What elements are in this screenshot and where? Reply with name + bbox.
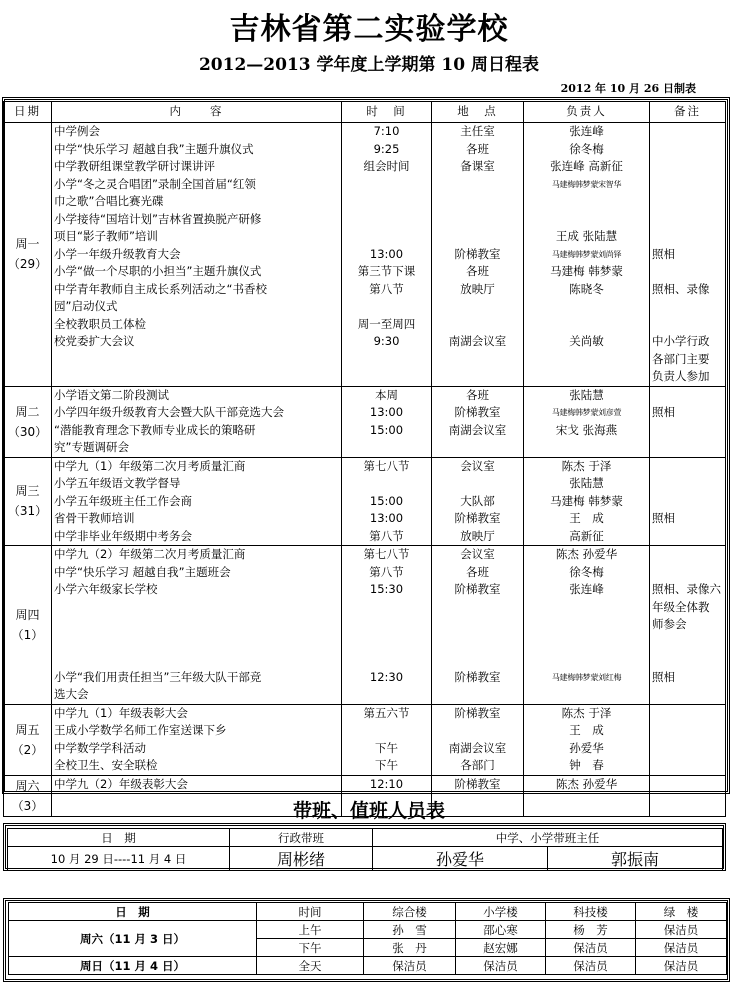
- place-cell: [432, 123, 524, 387]
- person-line: [526, 298, 647, 316]
- page-title: 吉林省第二实验学校: [229, 12, 509, 47]
- day-label: 周六: [15, 778, 40, 793]
- place-line: 阶梯教室: [454, 669, 501, 684]
- time-line: 15:00: [369, 422, 404, 437]
- person-line: 陈杰 于泽: [561, 705, 612, 720]
- content-line: “潜能教育理念下教师专业成长的策略研: [54, 422, 256, 437]
- note-line: [652, 228, 723, 246]
- place-line: [434, 193, 521, 211]
- shift-cell: 保洁员: [636, 921, 727, 939]
- content-line: 究”专题调研会: [54, 440, 129, 454]
- place-cell: [432, 704, 524, 775]
- page-subtitle: 2012—2013 学年度上学期第 10 周日程表: [198, 55, 540, 75]
- content-line: 项目“影子教师”培训: [54, 229, 158, 243]
- content-line: [54, 351, 339, 369]
- place-line: [434, 228, 521, 246]
- time-line: [344, 193, 429, 211]
- shift-header-row: [9, 903, 727, 921]
- day-label: 周五: [15, 722, 40, 737]
- time-line: [344, 616, 429, 634]
- time-line: 下午: [375, 758, 398, 772]
- day-number: （31）: [7, 504, 48, 519]
- person-line: 张连峰 高新征: [550, 159, 623, 173]
- place-line: 备课室: [460, 159, 495, 173]
- day-cell: [4, 386, 52, 457]
- time-cell: [342, 123, 432, 387]
- note-line: 各部门主要: [652, 351, 710, 366]
- shift-row: [9, 957, 727, 975]
- note-line: [652, 776, 723, 794]
- content-line: 小学语文第二阶段测试: [54, 387, 169, 402]
- person-line: 钟 春: [569, 758, 604, 772]
- place-line: 阶梯教室: [454, 776, 501, 791]
- place-line: [434, 599, 521, 617]
- shift-cell: 张 丹: [364, 939, 456, 957]
- time-line: [344, 368, 429, 386]
- note-cell: [650, 457, 726, 546]
- duty-header-admin: 行政带班: [230, 829, 373, 847]
- content-line: 中学九（1）年级第二次月考质量汇商: [54, 458, 246, 473]
- day-number: （30）: [7, 424, 48, 439]
- time-cell: [342, 457, 432, 546]
- shift-cell: 保洁员: [636, 957, 727, 975]
- shift-header-time: 时间: [257, 903, 364, 921]
- place-line: [434, 651, 521, 669]
- content-line: 中学“快乐学习 超越自我”主题班会: [54, 564, 231, 579]
- person-cell: [524, 704, 650, 775]
- time-line: 15:30: [369, 582, 404, 596]
- duty-row: [8, 847, 723, 871]
- note-line: 照相: [652, 669, 675, 684]
- time-line: [344, 228, 429, 246]
- person-line: 张陆慧: [569, 387, 604, 402]
- content-cell: [52, 546, 342, 705]
- day-cell: [4, 704, 52, 775]
- content-cell: [52, 457, 342, 546]
- content-line: 选大会: [54, 687, 89, 701]
- note-line: 照相: [652, 511, 675, 525]
- place-line: [434, 439, 521, 457]
- content-line: 小学一年级升级教育大会: [54, 246, 181, 261]
- person-line: 王成 张陆慧: [555, 229, 618, 243]
- content-line: 全校卫生、安全联检: [54, 758, 158, 772]
- content-line: [54, 599, 339, 617]
- shift-cell: 保洁员: [364, 957, 456, 975]
- note-line: [652, 757, 723, 775]
- time-line: [344, 176, 429, 194]
- person-line: [526, 368, 647, 386]
- content-line: 小学“冬之灵合唱团”录制全国首届“红领: [54, 176, 256, 191]
- day-row: [4, 123, 726, 387]
- person-line: 张陆慧: [569, 476, 604, 490]
- day-row: [4, 457, 726, 546]
- content-line: 校党委扩大会议: [54, 334, 135, 348]
- shift-header-b4: 绿 楼: [636, 903, 727, 921]
- content-line: 巾之歌”合唱比赛光碟: [54, 194, 164, 208]
- note-line: 照相: [652, 405, 675, 419]
- header-time: 时 间: [342, 102, 432, 123]
- person-line: 马建梅 韩梦蒙: [550, 493, 623, 508]
- place-line: [434, 616, 521, 634]
- time-line: 第七八节: [363, 458, 410, 473]
- place-line: 会议室: [460, 458, 495, 473]
- content-line: 中学九（2）年级第二次月考质量汇商: [54, 547, 246, 561]
- day-number: （29）: [7, 257, 48, 272]
- schedule-table: [3, 101, 726, 817]
- person-line: 陈晓冬: [569, 281, 604, 296]
- person-line: 张连峰: [569, 124, 604, 138]
- note-line: [652, 564, 723, 582]
- time-line: 12:10: [369, 776, 404, 791]
- note-line: [652, 634, 723, 652]
- content-cell: [52, 123, 342, 387]
- time-line: [344, 651, 429, 669]
- person-line: [526, 193, 647, 211]
- day-label: 周一: [15, 237, 40, 252]
- time-line: 组会时间: [363, 159, 410, 173]
- content-line: 中学九（1）年级表彰大会: [54, 705, 188, 720]
- person-line: [526, 686, 647, 704]
- shift-header-b2: 小学楼: [456, 903, 546, 921]
- day-row: [4, 386, 726, 457]
- note-line: [652, 316, 723, 334]
- place-line: 主任室: [460, 124, 495, 138]
- person-line: [526, 599, 647, 617]
- note-cell: [650, 546, 726, 705]
- shift-table: [8, 902, 727, 975]
- note-cell: [650, 386, 726, 457]
- person-line: 宋戈 张海燕: [555, 422, 618, 437]
- place-cell: [432, 457, 524, 546]
- time-line: 第五六节: [363, 705, 410, 720]
- place-line: 放映厅: [460, 281, 495, 296]
- place-line: 各部门: [460, 758, 495, 772]
- note-line: 师参会: [652, 617, 687, 631]
- place-line: 阶梯教室: [454, 582, 501, 596]
- content-line: 中学数学学科活动: [54, 740, 146, 755]
- person-line: 陈杰 于泽: [561, 458, 612, 473]
- person-line: 马建梅韩梦蒙宋智华: [551, 179, 622, 189]
- place-line: [434, 686, 521, 704]
- note-line: [652, 651, 723, 669]
- place-line: [434, 316, 521, 334]
- duty-head-2: 郭振南: [548, 847, 723, 871]
- day-cell: [4, 546, 52, 705]
- note-line: [652, 123, 723, 141]
- shift-cell: 赵宏娜: [456, 939, 546, 957]
- place-cell: [432, 386, 524, 457]
- content-line: 小学“我们用责任担当”三年级大队干部竞: [54, 669, 262, 684]
- place-line: [434, 351, 521, 369]
- day-label: 周三: [15, 484, 40, 499]
- content-line: 中学“快乐学习 超越自我”主题升旗仪式: [54, 141, 254, 156]
- person-line: 徐冬梅: [569, 141, 604, 156]
- day-label: 周四: [15, 607, 40, 622]
- day-cell: [4, 457, 52, 546]
- content-line: 小学四年级升级教育大会暨大队干部竞选大会: [54, 405, 284, 419]
- shift-cell: 保洁员: [546, 939, 636, 957]
- made-date: 2012 年 10 月 26 日制表: [560, 82, 696, 95]
- person-line: 王 成: [569, 723, 604, 737]
- time-line: 13:00: [369, 246, 404, 261]
- person-line: 王 成: [569, 511, 604, 525]
- person-line: 高新征: [569, 528, 604, 543]
- time-cell: [342, 704, 432, 775]
- person-line: 马建梅韩梦蒙刘红梅: [551, 672, 622, 682]
- shift-cell: 保洁员: [636, 939, 727, 957]
- place-line: [434, 475, 521, 493]
- time-line: 15:00: [369, 493, 404, 508]
- day-number: （1）: [11, 627, 44, 642]
- day-row: [4, 704, 726, 775]
- time-line: [344, 298, 429, 316]
- time-line: [344, 351, 429, 369]
- shift-row: [9, 921, 727, 939]
- content-line: 小学五年级班主任工作会商: [54, 493, 192, 508]
- time-line: [344, 634, 429, 652]
- duty-header-head: 中学、小学带班主任: [373, 829, 723, 847]
- note-line: [652, 528, 723, 546]
- time-line: [344, 722, 429, 740]
- time-line: 本周: [375, 387, 398, 402]
- note-line: [652, 211, 723, 229]
- content-cell: [52, 704, 342, 775]
- time-line: [344, 439, 429, 457]
- place-line: 阶梯教室: [454, 405, 501, 419]
- time-line: 周一至周四: [357, 316, 416, 331]
- content-line: [54, 651, 339, 669]
- duty-header-date: 日 期: [8, 829, 230, 847]
- time-line: 第三节下课: [357, 264, 416, 278]
- content-line: 中学教研组课堂教学研讨课讲评: [54, 159, 215, 173]
- duty-head-1: 孙爱华: [373, 847, 548, 871]
- person-line: [526, 651, 647, 669]
- place-line: 阶梯教室: [454, 511, 501, 525]
- place-line: 各班: [466, 564, 489, 579]
- note-line: [652, 141, 723, 159]
- person-line: 孙爱华: [569, 740, 604, 755]
- content-line: 小学接待“国培计划”吉林省置换脱产研修: [54, 211, 262, 226]
- person-line: [526, 634, 647, 652]
- note-line: [652, 193, 723, 211]
- duty-table-title: 带班、值班人员表: [292, 800, 445, 822]
- shift-cell: 下午: [257, 939, 364, 957]
- time-line: [344, 211, 429, 229]
- person-line: 陈杰 孙爱华: [555, 547, 618, 561]
- content-line: 小学六年级家长学校: [54, 582, 158, 596]
- content-cell: [52, 386, 342, 457]
- shift-cell: 邵心寒: [456, 921, 546, 939]
- place-line: [434, 298, 521, 316]
- person-line: 张连峰: [569, 582, 604, 596]
- time-line: 9:25: [373, 141, 400, 156]
- note-line: [652, 546, 723, 564]
- place-line: 各班: [466, 387, 489, 402]
- content-line: [54, 634, 339, 652]
- person-cell: [524, 457, 650, 546]
- note-line: 中小学行政: [652, 334, 710, 348]
- shift-cell: 上午: [257, 921, 364, 939]
- person-cell: [524, 546, 650, 705]
- time-line: 下午: [375, 740, 398, 755]
- time-line: 第八节: [369, 528, 404, 543]
- place-line: 南湖会议室: [448, 334, 507, 348]
- place-line: 各班: [466, 141, 489, 156]
- note-line: [652, 263, 723, 281]
- time-line: [344, 475, 429, 493]
- note-line: [652, 387, 723, 405]
- day-number: （2）: [11, 742, 44, 757]
- person-line: [526, 439, 647, 457]
- note-line: 照相: [652, 246, 675, 261]
- note-line: [652, 705, 723, 723]
- duty-date: 10 月 29 日----11 月 4 日: [8, 847, 230, 871]
- time-line: 第七八节: [363, 547, 410, 561]
- time-line: 第八节: [369, 564, 404, 579]
- note-line: [652, 158, 723, 176]
- duty-header-row: [8, 829, 723, 847]
- note-line: [652, 493, 723, 511]
- place-line: [434, 722, 521, 740]
- note-line: [652, 686, 723, 704]
- day-number: （3）: [11, 798, 44, 813]
- time-line: 第八节: [369, 281, 404, 296]
- content-line: 小学“做一个尽职的小担当”主题升旗仪式: [54, 264, 262, 278]
- note-line: [652, 439, 723, 457]
- time-line: 13:00: [369, 405, 404, 419]
- content-line: 王成小学数学名师工作室送课下乡: [54, 723, 227, 737]
- person-line: 马建梅 韩梦蒙: [550, 264, 623, 278]
- person-line: [526, 616, 647, 634]
- note-line: [652, 422, 723, 440]
- place-line: [434, 176, 521, 194]
- note-cell: [650, 704, 726, 775]
- shift-sat-date: 周六（11 月 3 日）: [9, 921, 257, 957]
- note-line: [652, 458, 723, 476]
- note-line: 年级全体教: [652, 599, 710, 614]
- person-line: [526, 211, 647, 229]
- person-line: 马建梅韩梦蒙刘尚铎: [551, 249, 622, 259]
- header-date: 日期: [4, 102, 52, 123]
- content-line: 全校教职员工体检: [54, 316, 146, 331]
- shift-cell: 全天: [257, 957, 364, 975]
- time-cell: [342, 386, 432, 457]
- header-person: 负责人: [524, 102, 650, 123]
- person-line: [526, 351, 647, 369]
- time-line: [344, 686, 429, 704]
- time-line: 13:00: [369, 511, 404, 525]
- note-line: [652, 176, 723, 194]
- day-label: 周二: [15, 404, 40, 419]
- note-line: [652, 475, 723, 493]
- content-line: [54, 616, 339, 634]
- day-cell: [4, 123, 52, 387]
- content-line: 园”启动仪式: [54, 299, 118, 313]
- place-line: 南湖会议室: [448, 740, 507, 755]
- place-line: 南湖会议室: [448, 422, 507, 437]
- person-line: 陈杰 孙爱华: [555, 776, 618, 791]
- duty-table: [7, 828, 723, 871]
- time-cell: [342, 546, 432, 705]
- note-line: 照相、录像六: [652, 582, 721, 596]
- place-line: 放映厅: [460, 528, 495, 543]
- note-line: [652, 722, 723, 740]
- person-line: 马建梅韩梦蒙刘彦萱: [551, 408, 622, 417]
- shift-header-b3: 科技楼: [546, 903, 636, 921]
- place-line: [434, 368, 521, 386]
- shift-header-date: 日 期: [9, 903, 257, 921]
- shift-sun-date: 周日（11 月 4 日）: [9, 957, 257, 975]
- note-cell: [650, 123, 726, 387]
- content-line: 中学青年教师自主成长系列活动之“书香校: [54, 281, 267, 296]
- person-cell: [524, 123, 650, 387]
- content-line: 省骨干教师培训: [54, 511, 135, 525]
- note-line: 照相、录像: [652, 281, 710, 296]
- note-line: [652, 740, 723, 758]
- content-line: 中学非毕业年级期中考务会: [54, 528, 192, 543]
- person-line: [526, 316, 647, 334]
- person-line: 关尚敏: [569, 334, 604, 348]
- note-line: 负责人参加: [652, 369, 710, 383]
- shift-cell: 杨 芳: [546, 921, 636, 939]
- day-row: [4, 546, 726, 705]
- place-line: 大队部: [460, 493, 495, 508]
- content-line: 中学九（2）年级表彰大会: [54, 776, 188, 791]
- place-line: 阶梯教室: [454, 246, 501, 261]
- time-line: [344, 599, 429, 617]
- time-line: 12:30: [369, 669, 404, 684]
- content-line: [54, 368, 339, 386]
- content-line: 小学五年级语文教学督导: [54, 476, 181, 490]
- place-line: [434, 211, 521, 229]
- place-cell: [432, 546, 524, 705]
- place-line: 阶梯教室: [454, 705, 501, 720]
- header-content: 内 容: [52, 102, 342, 123]
- shift-cell: 孙 雪: [364, 921, 456, 939]
- shift-cell: 保洁员: [456, 957, 546, 975]
- shift-header-b1: 综合楼: [364, 903, 456, 921]
- person-line: 徐冬梅: [569, 564, 604, 579]
- header-note: 备注: [650, 102, 726, 123]
- schedule-header-row: [4, 102, 726, 123]
- person-cell: [524, 386, 650, 457]
- place-line: [434, 634, 521, 652]
- time-line: 7:10: [373, 124, 400, 138]
- content-line: 中学例会: [54, 124, 100, 138]
- note-line: [652, 298, 723, 316]
- shift-cell: 保洁员: [546, 957, 636, 975]
- place-line: 各班: [466, 264, 489, 278]
- header-place: 地 点: [432, 102, 524, 123]
- time-line: 9:30: [373, 334, 400, 348]
- place-line: 会议室: [460, 547, 495, 561]
- duty-admin: 周彬绪: [230, 847, 373, 871]
